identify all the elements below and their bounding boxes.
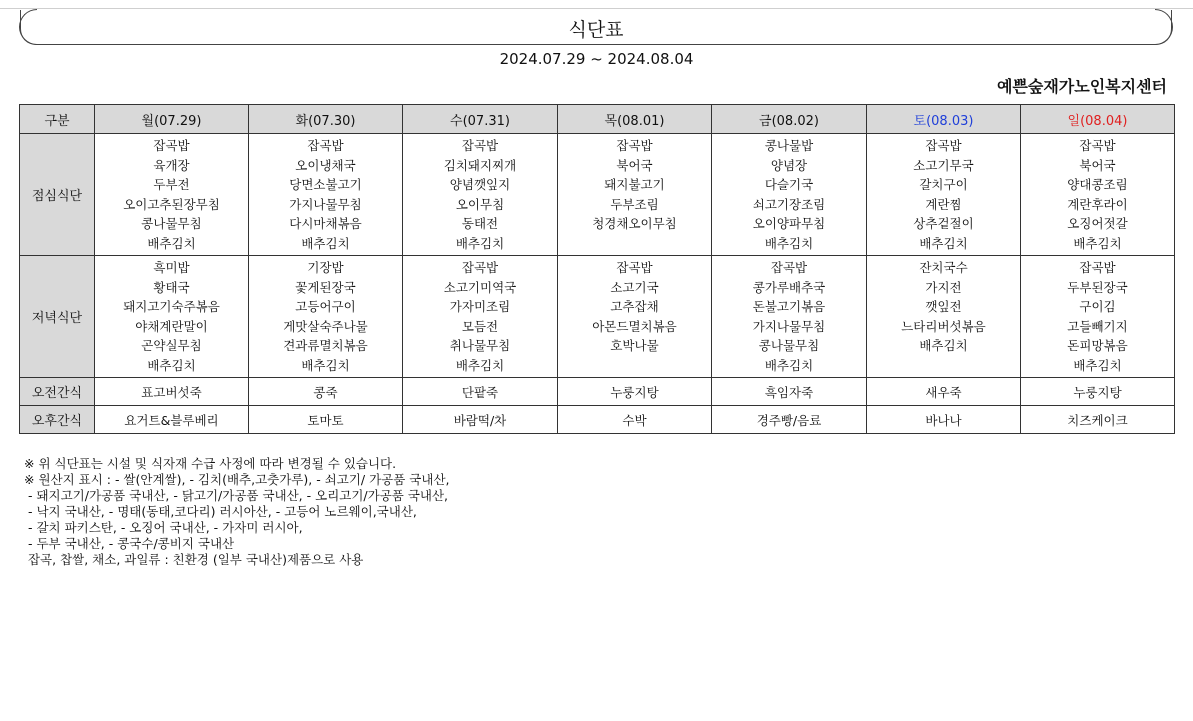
menu-item: 잡곡밥 [616, 138, 653, 153]
menu-item: 취나물무침 [449, 338, 511, 353]
menu-item: 구이김 [1079, 299, 1116, 314]
menu-cell [403, 134, 558, 256]
menu-item: 육개장 [153, 157, 190, 173]
menu-item: 고등어구이 [295, 299, 356, 314]
menu-item: 김치돼지찌개 [443, 157, 517, 173]
menu-cell [95, 406, 249, 434]
menu-cell [249, 256, 403, 378]
menu-item: 배추김치 [919, 235, 968, 251]
menu-item: 오이무침 [455, 196, 505, 212]
note-line: ※ 원산지 표시 : - 쌀(안계쌀), - 김치(배추,고춧가루), - 쇠고기/ 가공품 국내산, [24, 472, 450, 487]
menu-item: 배추김치 [147, 357, 196, 373]
menu-item: 돼지고기숙주볶음 [123, 299, 220, 314]
menu-item: 배추김치 [301, 357, 350, 373]
day-header: 월(07.29) [95, 105, 249, 134]
menu-item: 느타리버섯볶음 [901, 318, 986, 334]
menu-item: 누룽지탕 [1073, 384, 1122, 400]
menu-item: 콩죽 [313, 384, 338, 400]
menu-cell [249, 134, 403, 256]
menu-cell [403, 378, 558, 406]
menu-item: 기장밥 [307, 260, 344, 275]
menu-item: 소고기국 [610, 279, 659, 295]
menu-item: 양념장 [770, 157, 808, 173]
note-line: ※ 위 식단표는 시설 및 식자재 수급 사정에 따라 변경될 수 있습니다. [24, 456, 397, 471]
menu-item: 잡곡밥 [461, 138, 499, 153]
menu-item: 배추김치 [764, 235, 814, 251]
menu-item: 치즈케이크 [1067, 412, 1128, 428]
menu-item: 소고기무국 [913, 157, 974, 173]
menu-item: 깻잎전 [925, 299, 962, 314]
menu-item: 잔치국수 [919, 260, 968, 275]
menu-item: 북어국 [1079, 157, 1116, 173]
menu-item: 토마토 [307, 412, 344, 428]
menu-cell [95, 256, 249, 378]
date-range: 2024.07.29 ~ 2024.08.04 [499, 50, 694, 68]
row-label: 점심식단 [20, 134, 95, 256]
menu-item: 계란후라이 [1067, 196, 1128, 212]
menu-item: 배추김치 [455, 235, 505, 251]
menu-item: 고들빼기지 [1067, 318, 1128, 334]
menu-item: 요거트&블루베리 [124, 412, 219, 428]
menu-item: 곤약실무침 [141, 338, 202, 353]
menu-cell [95, 378, 249, 406]
menu-item: 단팥죽 [461, 384, 499, 400]
menu-cell [712, 406, 867, 434]
menu-item: 야채계란말이 [135, 318, 208, 334]
title-frame [20, 10, 1172, 45]
page-title: 식단표 [568, 19, 624, 41]
menu-cell [712, 378, 867, 406]
menu-item: 게맛살숙주나물 [283, 318, 368, 334]
dinner-row [20, 256, 1175, 378]
menu-item: 오이고추된장무침 [123, 196, 220, 212]
menu-item: 배추김치 [1073, 357, 1122, 373]
menu-cell [403, 406, 558, 434]
menu-item: 양념깻잎지 [449, 177, 511, 192]
menu-cell [1021, 134, 1175, 256]
menu-item: 두부전 [153, 177, 190, 192]
menu-item: 돼지불고기 [604, 177, 665, 192]
menu-item: 오징어젓갈 [1067, 216, 1128, 231]
menu-item: 계란찜 [925, 196, 962, 212]
menu-item: 잡곡밥 [461, 260, 499, 275]
menu-item: 다시마채볶음 [289, 216, 362, 231]
header-corner: 구분 [20, 105, 95, 134]
day-header: 화(07.30) [249, 105, 403, 134]
menu-item: 흑미밥 [153, 260, 190, 275]
menu-item: 배추김치 [1073, 235, 1122, 251]
menu-item: 청경채오이무침 [592, 216, 677, 231]
menu-cell [1021, 256, 1175, 378]
day-header-saturday: 토(08.03) [867, 105, 1021, 134]
day-header: 금(08.02) [712, 105, 867, 134]
menu-item: 잡곡밥 [153, 138, 190, 153]
menu-item: 양대콩조림 [1067, 177, 1128, 192]
menu-item: 흑임자죽 [764, 384, 814, 400]
menu-cell [712, 134, 867, 256]
table-header-row [20, 105, 1175, 134]
menu-item: 배추김치 [919, 338, 968, 353]
day-header: 목(08.01) [558, 105, 712, 134]
menu-item: 새우죽 [925, 384, 962, 400]
menu-item: 표고버섯죽 [141, 384, 202, 400]
notes-section [24, 456, 450, 568]
day-header: 수(07.31) [403, 105, 558, 134]
menu-item: 오이양파무침 [752, 216, 826, 231]
row-label: 저녁식단 [20, 256, 95, 378]
menu-cell [403, 256, 558, 378]
menu-item: 북어국 [616, 157, 653, 173]
menu-item: 바람떡/차 [453, 412, 507, 428]
menu-item: 두부된장국 [1067, 279, 1128, 295]
menu-cell [867, 378, 1021, 406]
menu-cell [249, 406, 403, 434]
menu-item: 갈치구이 [919, 177, 968, 192]
menu-item: 견과류멸치볶음 [283, 338, 368, 353]
menu-cell [558, 256, 712, 378]
row-label: 오전간식 [20, 378, 95, 406]
menu-item: 콩나물밥 [764, 138, 814, 153]
menu-item: 배추김치 [764, 357, 814, 373]
lunch-row [20, 134, 1175, 256]
day-header-sunday: 일(08.04) [1021, 105, 1175, 134]
note-line: - 돼지고기/가공품 국내산, - 닭고기/가공품 국내산, - 오리고기/가공품 국내산, [24, 488, 449, 503]
menu-cell [867, 134, 1021, 256]
menu-item: 잡곡밥 [1079, 138, 1116, 153]
menu-item: 배추김치 [301, 235, 350, 251]
organization-name: 예쁜숲재가노인복지센터 [996, 77, 1167, 96]
menu-item: 잡곡밥 [616, 260, 653, 275]
menu-item: 잡곡밥 [925, 138, 962, 153]
menu-item: 돈불고기볶음 [752, 299, 826, 314]
menu-item: 잡곡밥 [307, 138, 344, 153]
menu-item: 수박 [622, 412, 647, 428]
note-line: - 두부 국내산, - 콩국수/콩비지 국내산 [24, 536, 235, 551]
morning-snack-row [20, 378, 1175, 406]
menu-cell [867, 256, 1021, 378]
menu-item: 오이냉채국 [295, 157, 356, 173]
menu-cell [558, 406, 712, 434]
menu-item: 당면소불고기 [289, 177, 362, 192]
menu-item: 아몬드멸치볶음 [592, 318, 677, 334]
menu-item: 쇠고기장조림 [752, 196, 826, 212]
menu-item: 상추겉절이 [913, 216, 974, 231]
menu-item: 다슬기국 [764, 177, 814, 192]
menu-item: 콩가루배추국 [752, 279, 826, 295]
menu-cell [1021, 406, 1175, 434]
menu-item: 콩나물무침 [141, 216, 202, 231]
menu-cell [558, 378, 712, 406]
menu-item: 잡곡밥 [1079, 260, 1116, 275]
menu-item: 가지전 [925, 279, 962, 295]
menu-item: 바나나 [925, 412, 962, 428]
menu-item: 모듬전 [461, 318, 499, 334]
menu-cell [867, 406, 1021, 434]
menu-item: 가자미조림 [449, 299, 511, 314]
menu-table [19, 104, 1175, 434]
menu-cell [1021, 378, 1175, 406]
menu-item: 배추김치 [455, 357, 505, 373]
menu-item: 황태국 [153, 279, 190, 295]
menu-item: 가지나물무침 [289, 196, 362, 212]
menu-item: 가지나물무침 [752, 318, 826, 334]
menu-item: 호박나물 [610, 338, 659, 353]
menu-item: 돈피망볶음 [1067, 338, 1128, 353]
menu-cell [558, 134, 712, 256]
row-label: 오후간식 [20, 406, 95, 434]
menu-item: 경주빵/음료 [756, 412, 822, 428]
menu-item: 배추김치 [147, 235, 196, 251]
menu-item: 잡곡밥 [770, 260, 808, 275]
menu-item: 두부조림 [610, 196, 659, 212]
menu-item: 꽃게된장국 [295, 279, 356, 295]
menu-item: 소고기미역국 [443, 279, 517, 295]
note-line: - 갈치 파키스탄, - 오징어 국내산, - 가자미 러시아, [24, 520, 303, 535]
afternoon-snack-row [20, 406, 1175, 434]
menu-item: 누룽지탕 [610, 384, 659, 400]
note-line: 잡곡, 찹쌀, 채소, 과일류 : 친환경 (일부 국내산)제품으로 사용 [24, 552, 364, 567]
menu-cell [249, 378, 403, 406]
menu-cell [712, 256, 867, 378]
top-divider [0, 8, 1193, 9]
menu-item: 고추잡채 [610, 299, 659, 314]
menu-item: 콩나물무침 [758, 338, 820, 353]
note-line: - 낙지 국내산, - 명태(동태,코다리) 러시아산, - 고등어 노르웨이,국내산, [24, 504, 417, 519]
menu-item: 동태전 [461, 216, 499, 231]
menu-cell [95, 134, 249, 256]
